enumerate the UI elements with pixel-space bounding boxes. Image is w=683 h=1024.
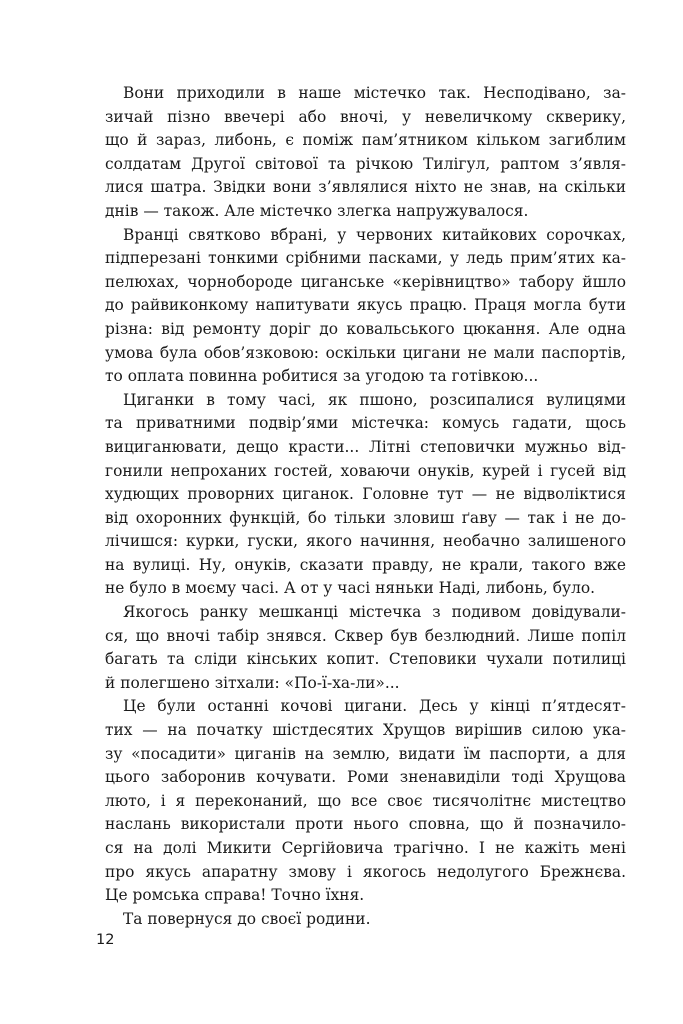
text-line: ся, що вночі табір знявся. Сквер був безлюдний. Лише попіл [105,626,626,645]
text-line: Вони приходили в наше містечко так. Несподівано, за- [123,84,626,102]
text-line: й полегшено зітхали: «По-ї-ха-ли»... [105,673,400,692]
text-line: зичай пізно ввечері або вночі, у невеличкому скверику, [105,107,626,126]
text-line: умова була обов’язковою: оскільки цигани не мали паспортів, [105,343,626,362]
text-line: до райвиконкому напитувати якусь працю. Праця могла бути [105,296,626,315]
text-line: худющих проворних циганок. Головне тут — не відволіктися [105,485,626,504]
text-line: гонили непроханих гостей, ховаючи онуків, курей і гусей від [105,461,626,480]
paragraph [105,82,626,224]
text-line: Вранці святково вбрані, у червоних китайкових сорочках, [123,225,626,244]
text-line: Це ромська справа! Точно їхня. [105,886,365,905]
paragraph [105,224,626,389]
text-line: солдатам Другої світової та річкою Тилігул, раптом з’явля- [105,154,626,173]
text-line: то оплата повинна робитися за угодою та готівкою... [105,367,539,386]
text-line: днів — також. Але містечко злегка напружувалося. [105,201,529,220]
paragraph [105,601,626,695]
text-line: про якусь апаратну змову і якогось недолугого Брежнєва. [105,862,626,881]
body-text [105,82,626,931]
text-line: тих — на початку шістдесятих Хрущов вирішив силою ука- [105,721,626,740]
text-line: лися шатра. Звідки вони з’являлися ніхто не знав, на скільки [105,178,626,197]
text-line: від охоронних функцій, бо тільки зловиш ґаву — так і не до- [105,508,626,527]
text-line: різна: від ремонту доріг до ковальського цюкання. Але одна [105,319,626,338]
text-line: на вулиці. Ну, онуків, сказати правду, не крали, такого вже [105,555,626,574]
text-line: зу «посадити» циганів на землю, видати їм паспорти, а для [105,744,626,763]
text-line: Та повернуся до своєї родини. [123,909,371,928]
page-number: 12 [96,932,115,948]
text-line: пелюхах, чорнобороде циганське «керівництво» табору йшло [105,272,626,291]
text-line: Циганки в тому часі, як пшоно, розсипалися вулицями [123,390,626,409]
text-line: лічишся: курки, гуски, якого начиння, необачно залишеного [105,532,626,551]
text-line: наслань використали проти нього сповна, що й позначило- [105,815,626,834]
text-line: вициганювати, дещо красти... Літні степовички мужньо від- [105,437,626,456]
paragraph [105,695,626,907]
text-line: та приватними подвір’ями містечка: комусь гадати, щось [105,414,626,433]
text-line: що й зараз, либонь, є поміж пам’ятником кільком загиблим [105,131,626,150]
text-line: підперезані тонкими срібними пасками, у ледь прим’ятих ка- [105,249,626,268]
text-line: Це були останні кочові цигани. Десь у кінці п’ятдесят- [123,697,626,716]
paragraph [105,908,626,932]
text-line: не було в моєму часі. А от у часі няньки Наді, либонь, було. [105,579,596,598]
text-line: ся на долі Микити Сергійовича трагічно. І не кажіть мені [105,839,626,857]
paragraph [105,389,626,601]
text-line: цього заборонив кочувати. Роми зненавиділи тоді Хрущова [105,768,626,787]
text-line: Якогось ранку мешканці містечка з подивом довідували- [123,603,626,622]
text-line: люто, і я переконаний, що все своє тисячолітнє мистецтво [105,791,626,810]
text-line: багать та сліди кінських копит. Степовики чухали потилиці [105,650,626,669]
